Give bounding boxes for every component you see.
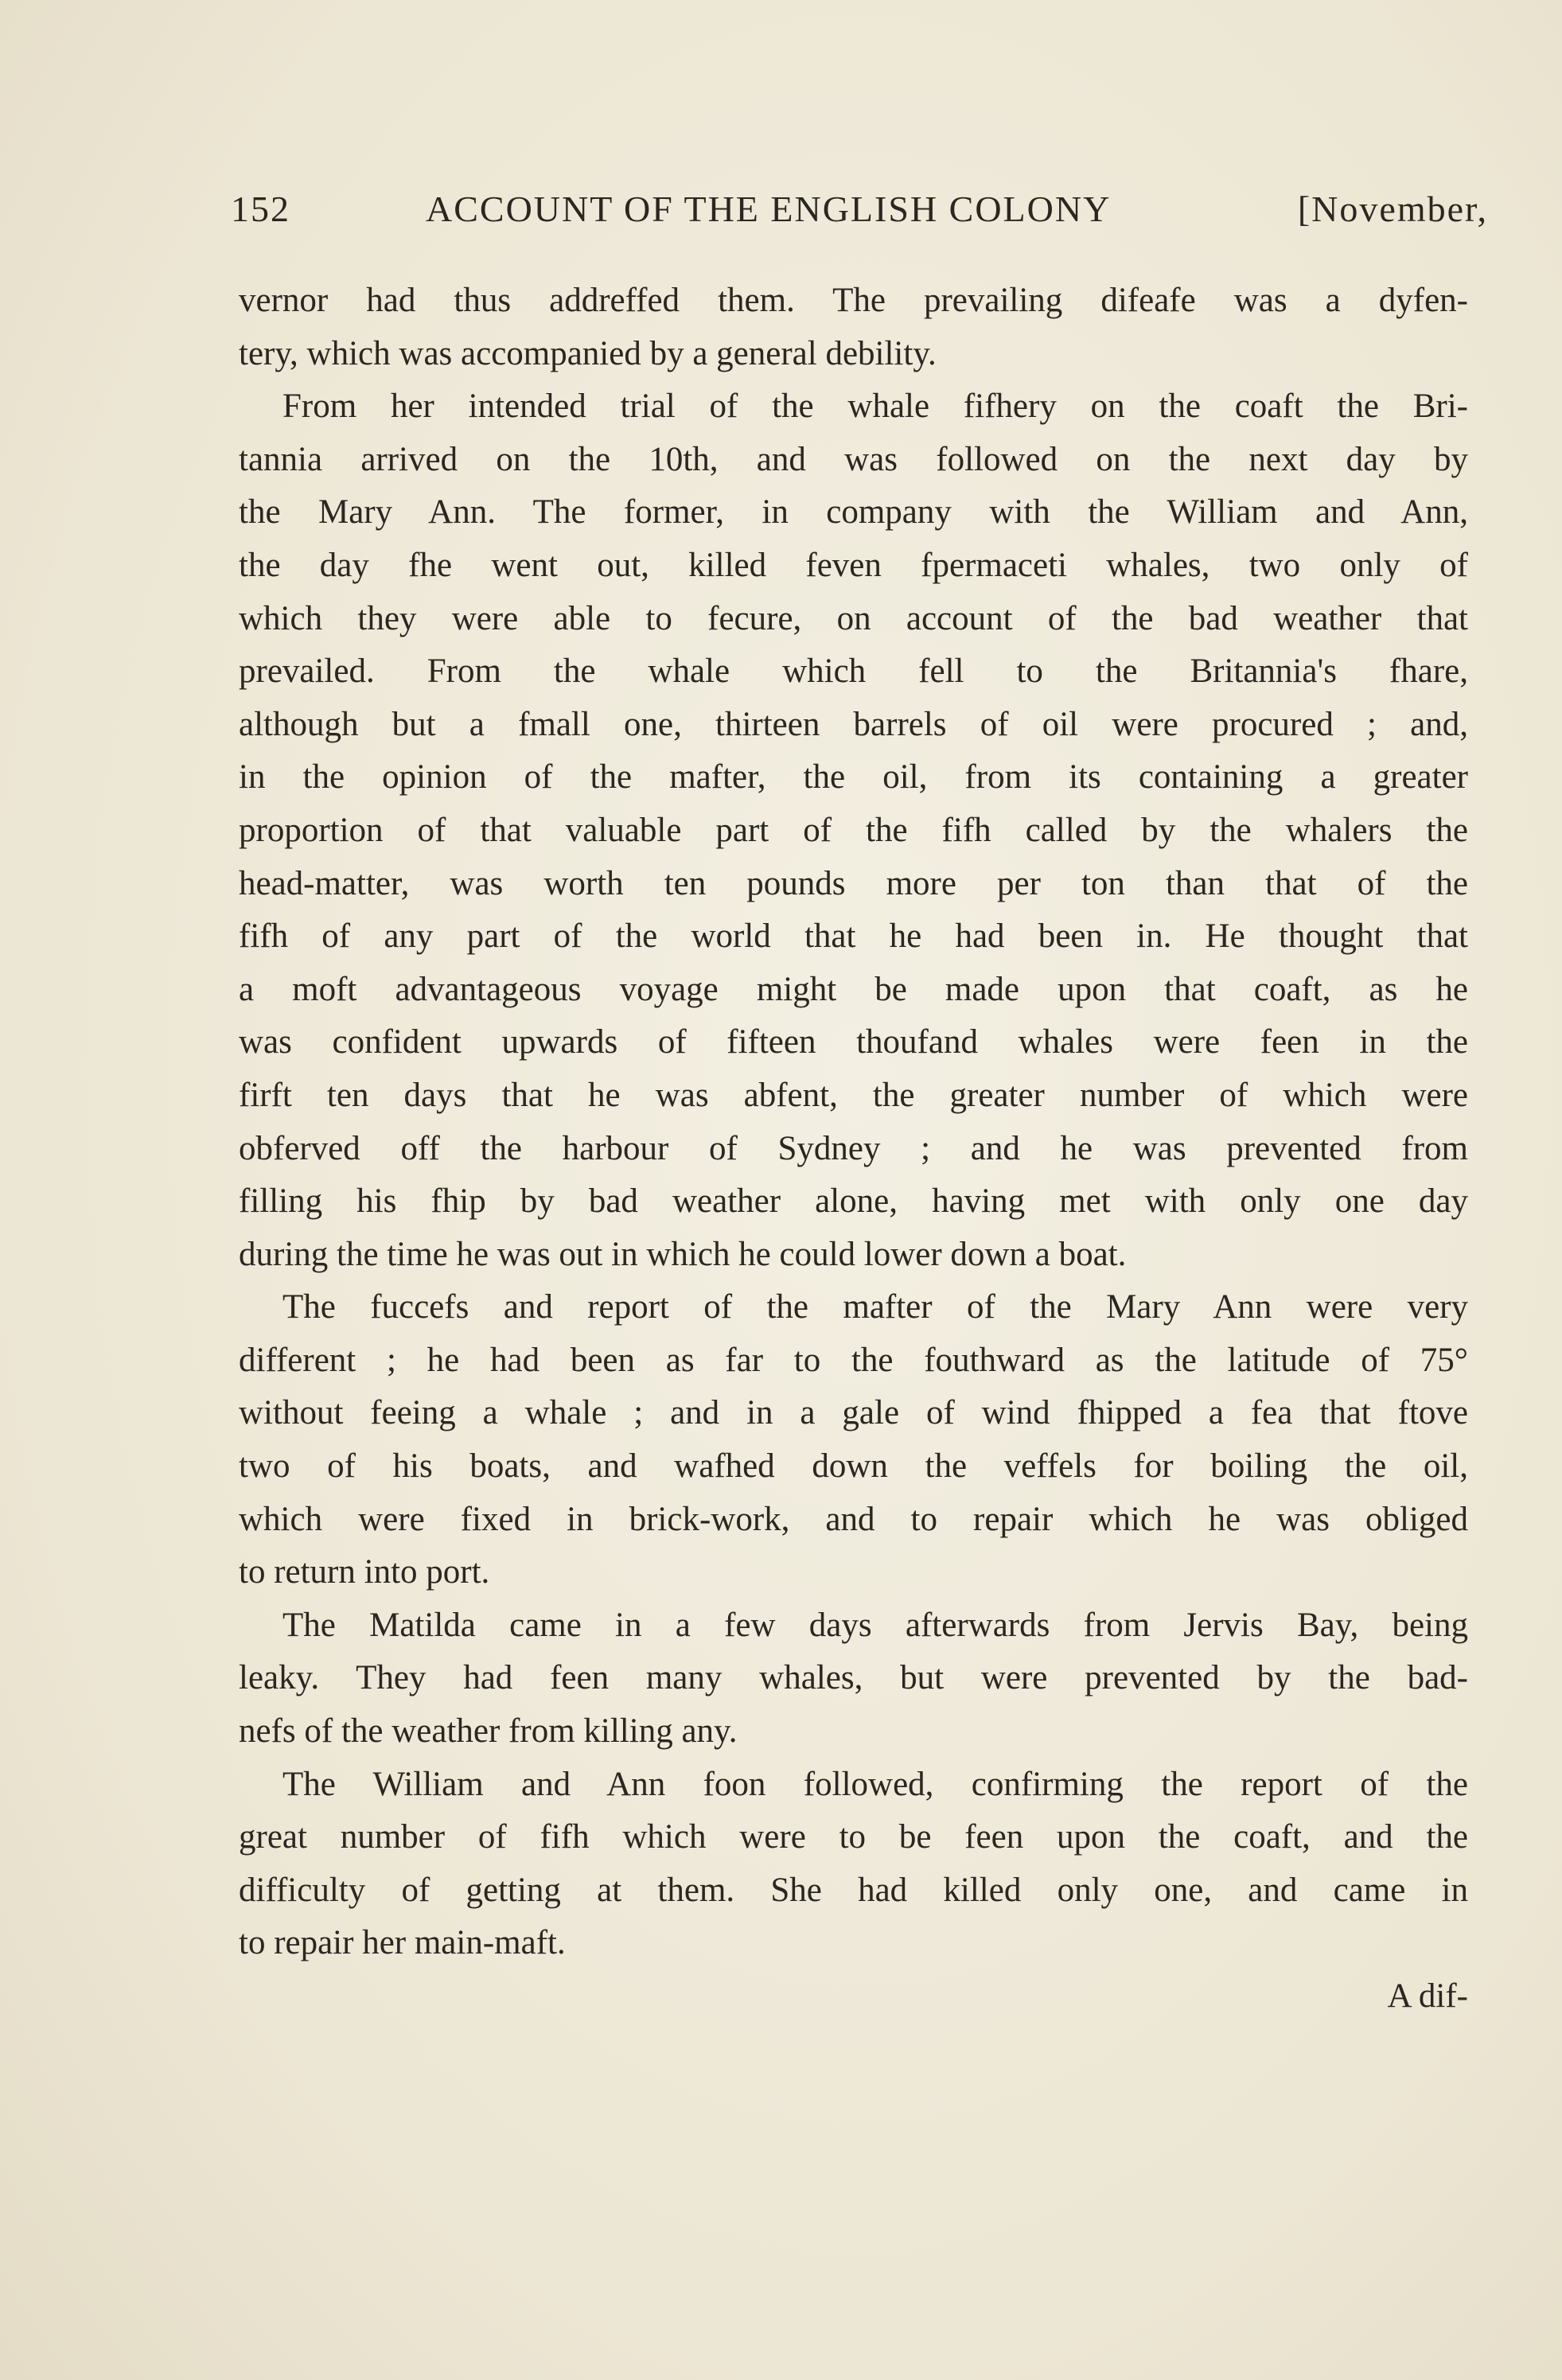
text-line: a moft advantageous voyage might be made upon that coaft, as he [239,970,1468,1008]
text-line: tannia arrived on the 10th, and was followed on the next day by [239,440,1468,478]
running-title: ACCOUNT OF THE ENGLISH COLONY [426,189,1112,229]
text-line: during the time he was out in which he could lower down a boat. [239,1235,1127,1273]
text-line: which were fixed in brick-work, and to repair which he was obliged [239,1500,1468,1538]
running-month: [November, [1297,189,1488,229]
text-line: The Matilda came in a few days afterwards from Jervis Bay, being [282,1606,1468,1644]
text-line: A dif- [1387,1977,1468,2015]
text-line: to return into port. [239,1553,490,1591]
text-line: although but a fmall one, thirteen barrels of oil were procured ; and, [239,705,1468,743]
text-line: fifh of any part of the world that he had been in. He thought that [239,917,1468,956]
text-line: two of his boats, and wafhed down the veffels for boiling the oil, [239,1447,1468,1486]
text-line: leaky. They had feen many whales, but were prevented by the bad- [239,1659,1468,1697]
text-line: head-matter, was worth ten pounds more per ton than that of the [239,864,1468,902]
text-line: firft ten days that he was abfent, the greater number of which were [239,1076,1468,1114]
text-line: The fuccefs and report of the mafter of the Mary Ann were very [282,1288,1468,1326]
page-header [231,188,1488,243]
text-line: to repair her main-maft. [239,1924,566,1962]
text-line: vernor had thus addreffed them. The prevailing difeafe was a dyfen- [239,282,1468,319]
text-line: was confident upwards of fifteen thoufand whales were feen in the [239,1023,1468,1061]
text-line: The William and Ann foon followed, confirming the report of the [282,1765,1468,1803]
text-line: From her intended trial of the whale fifhery on the coaft the Bri- [282,388,1468,426]
text-line: the day fhe went out, killed feven fpermaceti whales, two only of [239,546,1468,584]
text-line: difficulty of getting at them. She had killed only one, and came in [239,1871,1468,1909]
body-text [239,275,1468,2024]
text-line: tery, which was accompanied by a general debility. [239,334,937,372]
text-line: proportion of that valuable part of the fifh called by the whalers the [239,811,1468,849]
text-line: nefs of the weather from killing any. [239,1712,738,1751]
text-line: different ; he had been as far to the fouthward as the latitude of 75° [239,1341,1468,1379]
text-line: filling his fhip by bad weather alone, having met with only one day [239,1182,1468,1221]
text-line: obferved off the harbour of Sydney ; and he was prevented from [239,1129,1468,1167]
page-number: 152 [231,189,290,229]
text-line: the Mary Ann. The former, in company with the William and Ann, [239,493,1468,532]
text-line: great number of fifh which were to be feen upon the coaft, and the [239,1818,1468,1856]
text-line: in the opinion of the mafter, the oil, from its containing a greater [239,758,1468,797]
text-line: without feeing a whale ; and in a gale of wind fhipped a fea that ftove [239,1394,1468,1432]
text-line: prevailed. From the whale which fell to the Britannia's fhare, [239,652,1468,691]
text-line: which they were able to fecure, on account of the bad weather that [239,599,1468,637]
